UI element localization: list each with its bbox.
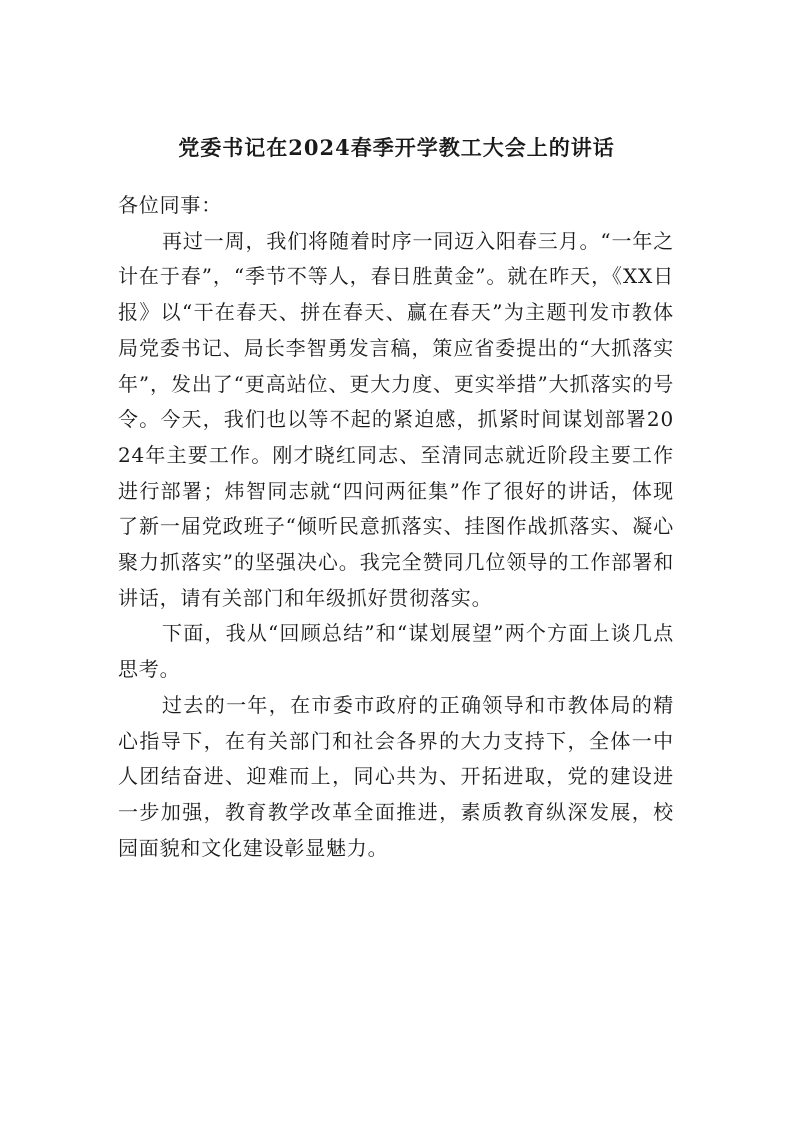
paragraph-review: 过去的一年，在市委市政府的正确领导和市教体局的精心指导下，在有关部门和社会各界的大力支持下，全体一中人团结奋进、迎难而上，同心共为、开拓进取，党的建设进一步加强，教育教学改革全面推进，素质教育纵深发展，校园面貌和文化建设彰显魅力。 xyxy=(118,692,674,860)
document-title: 党委书记在2024春季开学教工大会上的讲话 xyxy=(178,135,615,160)
salutation: 各位同事： xyxy=(118,193,222,217)
paragraph-outline: 下面，我从“回顾总结”和“谋划展望”两个方面上谈几点思考。 xyxy=(118,621,674,682)
paragraph-opening: 再过一周，我们将随着时序一同迈入阳春三月。“一年之计在于春”，“季节不等人，春日胜黄金”。就在昨天，《XX日报》以“干在春天、拼在春天、赢在春天”为主题刊发市教体局党委书记、局长李智勇发言稿，策应省委提出的“大抓落实年”，发出了“更高站位、更大力度、更实举措”大抓落实的号令。今天，我们也以等不起的紧迫感，抓紧时间谋划部署2024年主要工作。刚才晓红同志、至清同志就近阶段主要工作进行部署；炜智同志就“四问两征集”作了很好的讲话，体现了新一届党政班子“倾听民意抓落实、挂图作战抓落实、凝心聚力抓落实”的坚强决心。我完全赞同几位领导的工作部署和讲话，请有关部门和年级抓好贯彻落实。 xyxy=(118,228,674,610)
document-body xyxy=(118,188,674,866)
